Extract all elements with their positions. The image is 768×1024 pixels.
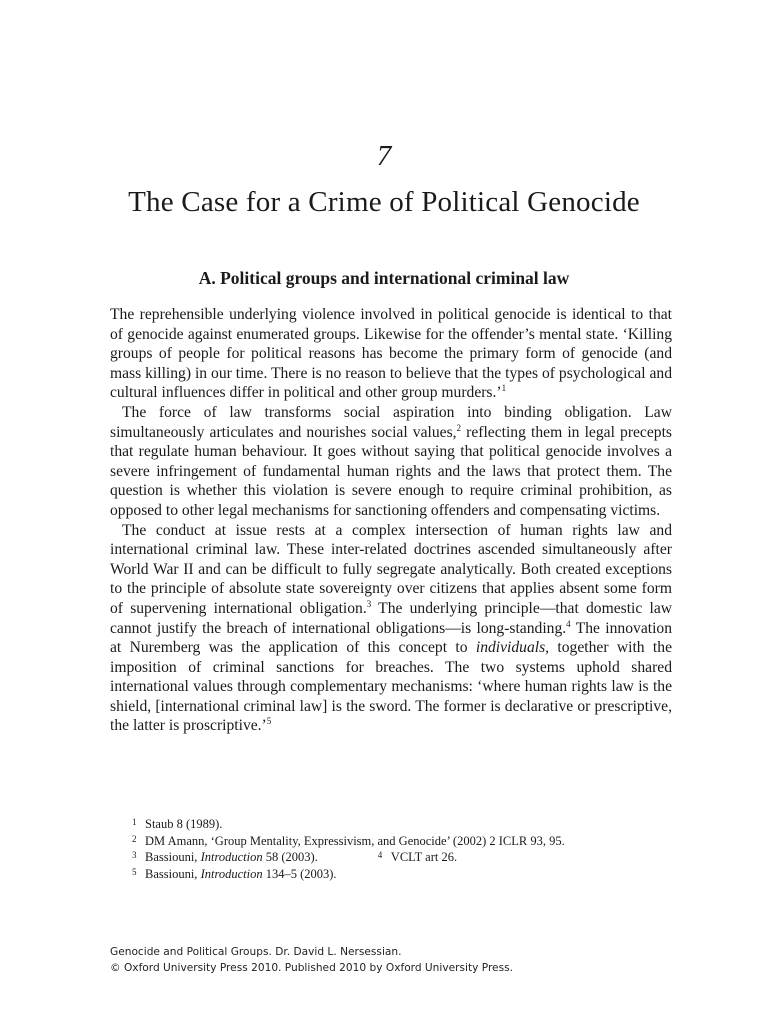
paragraph-1-text: The reprehensible underlying violence involved in political genocide is identical to that of genocide against enumerated groups. Likewise for the offender’s mental state. ‘Killing groups of people for political reasons has become the primary form of genocide (and mass killing) in our time. There is no reason to believe that the types of psychological and cultural influences differ in political and other group murders.’ [110, 306, 672, 402]
footnote-1 [132, 815, 692, 832]
footnote-ref-1: 1 [501, 383, 507, 394]
footnote-3-text-a: Bassiouni, [145, 850, 201, 865]
footnote-4-text: VCLT art 26. [390, 850, 458, 865]
paragraph-3-text-b: The underlying principle—that domestic law cannot justify the breach of international obligations—is long-standing. [110, 599, 673, 637]
section-heading: A. Political groups and international criminal law [198, 268, 570, 288]
paragraph-1 [110, 305, 672, 403]
paragraph-3-text-a: The conduct at issue rests at a complex intersection of human rights law and international criminal law. These inter-related doctrines ascended simultaneously after World War II and can be difficult to fully segregate analytically. Both created exceptions to the principle of absolute state sovereignty over citizens that applies absent some form of supervening international obligation. [110, 521, 672, 617]
footnote-5-text-b: 134–5 (2003). [262, 866, 337, 881]
paragraph-3-text-d: , together with the imposition of criminal sanctions for breaches. The two systems uphold shared international values through complementary mechanisms: ‘where human rights law is the shield, [international criminal law] is the sword. The former is declarative or prescriptive, the latter is proscriptive.’ [110, 639, 672, 735]
paragraph-3 [110, 521, 672, 737]
footnote-ref-4: 4 [566, 618, 571, 629]
footnote-2-number: 2 [132, 833, 137, 844]
paragraph-2 [110, 403, 672, 521]
footnote-4-number: 4 [377, 850, 383, 861]
footnote-5-number: 5 [132, 866, 137, 877]
imprint [110, 944, 710, 976]
footnote-3-italic: Introduction [200, 850, 263, 865]
chapter-title: The Case for a Crime of Political Genocide [128, 186, 640, 218]
footnote-5-text-a: Bassiouni, [145, 866, 201, 881]
footnote-ref-2: 2 [456, 422, 462, 433]
footnote-2-text: DM Amann, ‘Group Mentality, Expressivism, and Genocide’ (2002) 2 ICLR 93, 95. [145, 833, 565, 848]
footnote-5-italic: Introduction [200, 866, 263, 881]
chapter-number: 7 [376, 140, 392, 172]
footnote-ref-3: 3 [366, 598, 372, 609]
paragraph-3-italic: individuals [475, 639, 546, 657]
footnote-1-text: Staub 8 (1989). [145, 817, 223, 831]
footnote-ref-5: 5 [266, 716, 272, 727]
paragraph-2-text-b: reflecting them in legal precepts that regulate human behaviour. It goes without saying that political genocide involves a severe infringement of fundamental human rights and the laws that protect them. The question is whether this violation is severe enough to require criminal prohibition, as opposed to other legal mechanisms for sanctioning offenders and compensating victims. [110, 423, 672, 519]
footnote-3-number: 3 [132, 850, 137, 861]
footnote-3-4 [132, 848, 692, 865]
imprint-line-2: © Oxford University Press 2010. Published 2010 by Oxford University Press. [110, 962, 513, 974]
footnote-1-number: 1 [132, 817, 137, 827]
paragraph-2-text-a: The force of law transforms social aspiration into binding obligation. Law simultaneously articulates and nourishes social values, [110, 403, 672, 441]
footnote-3-text-b: 58 (2003). [262, 850, 318, 865]
footnotes [132, 815, 692, 881]
imprint-line-1: Genocide and Political Groups. Dr. David L. Nersessian. [110, 946, 402, 958]
paragraph-3-text-c: The innovation at Nuremberg was the application of this concept to [110, 619, 672, 657]
footnote-5 [132, 865, 692, 882]
footnote-2 [132, 832, 692, 849]
body-text [110, 305, 672, 736]
